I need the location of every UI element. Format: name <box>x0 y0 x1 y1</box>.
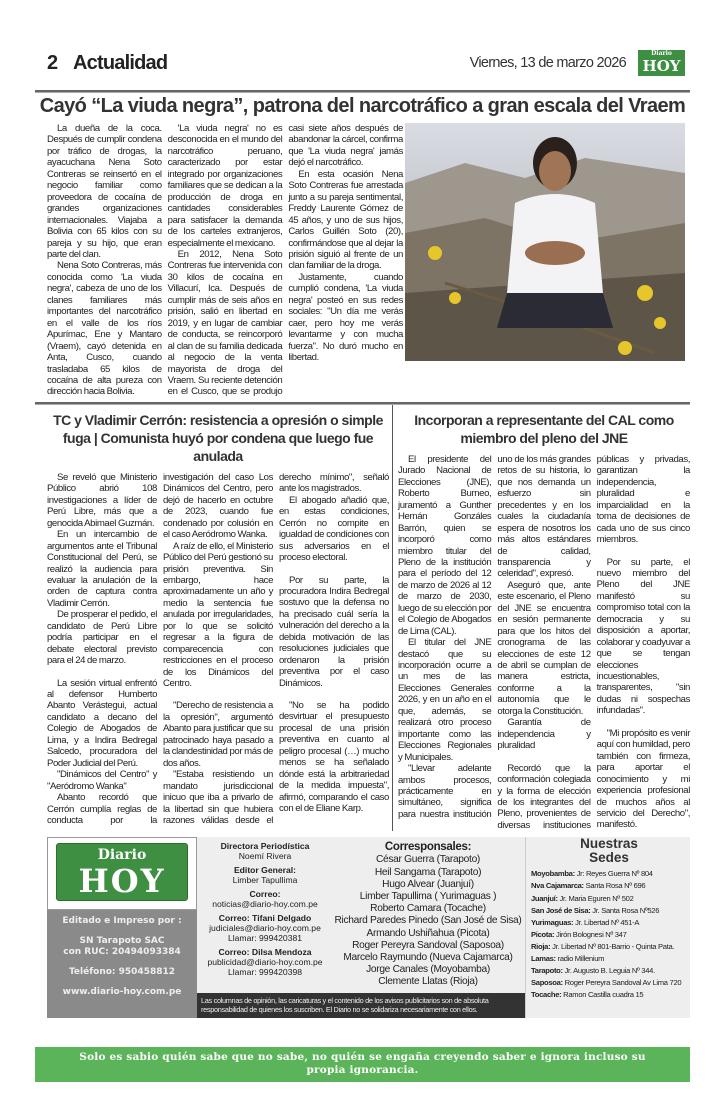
paragraph: Aseguró que, ante este escenario, el Pleno del JNE se encuentra en sesión permanente para que los hitos del cronograma de las elecciones de este 12 de abril se cumplan de manera estricta, conforme a la autonomía que le otorga la Constitución. <box>497 579 591 717</box>
paragraph: En un intercambio de argumentos ante el Tribunal Constitucional del Perú, se realizó la audiencia para evaluar la anulación de la orden de captura contra Vladimir Cerrón. <box>47 529 157 609</box>
logo-main: HOY <box>642 57 681 75</box>
sede-address: Jr: Reyes Guerra Nº 804 <box>574 869 653 879</box>
footer-brand <box>47 837 197 1017</box>
paragraph: Justamente, cuando cumplió condena, 'La viuda negra' posteó en sus redes sociales: "Un día me verás caer, pero hoy me verás levantarme y con mucha fuerza". No duró mucho en libertad. <box>288 271 403 364</box>
sede-city: Tocache: <box>531 990 562 1000</box>
sede-city: San José de Sisa: <box>531 905 591 915</box>
section-title: Actualidad <box>73 51 168 74</box>
sede-address: Jr. Augusto B. Leguia Nº 344. <box>562 966 655 976</box>
paragraph: "Llevar adelante ambos procesos, prácticamente en simultáneo, significa para nuestra institución uno de los más grandes retos de su historia, lo que nos demanda un esfuerzo sin precedentes y en los cuales la ciudadanía espera de nosotros los más altos estándares de calidad, transparencia y celeridad", expresó. <box>398 453 591 820</box>
staff-list <box>200 841 330 988</box>
correspondent: Armando Ushiñahua (Picota) <box>366 927 490 939</box>
staff-line: Llamar: 999420381 <box>227 933 303 944</box>
sede-item <box>531 953 687 965</box>
staff-line: judiciales@diario-hoy.com.pe <box>209 923 321 934</box>
correspondent: Limber Tapullima ( Yurimaguas ) <box>359 890 497 902</box>
sede-item <box>531 965 687 977</box>
publisher-info <box>47 910 197 1017</box>
sede-item <box>531 941 687 953</box>
page-header <box>35 49 690 77</box>
logo-top: Diario <box>97 847 147 864</box>
sede-address: Santa Rosa Nº 696 <box>583 881 646 891</box>
paragraph: "Derecho de resistencia a la opresión", argumentó Abanto para justificar que su patrocinado haya pasado a la clandestinidad por más de dos años. <box>163 700 273 769</box>
article3-body <box>398 454 690 832</box>
sedes-list <box>531 868 687 1001</box>
paragraph: El abogado añadió que, en estas condiciones, Cerrón no compite en igualdad de condiciones con sus adversarios en el proceso electoral. <box>279 494 389 564</box>
article2-headline: TC y Vladimir Cerrón: resistencia a opresión o simple fuga | Comunista huyó por condena que luego fue anulada <box>53 411 383 464</box>
correspondent: Heil Sangama (Tarapoto) <box>374 866 482 878</box>
sede-address: Jr. Santa Rosa Nº526 <box>590 905 660 915</box>
paragraph: Por su parte, la procuradora Indira Bedregal sostuvo que la defensa no ha precisado cuál sería la vulneración del derecho a la debida motivación de las resoluciones judiciales que ordenaron la prisión preventiva por el caso Dinámicos. <box>279 574 389 689</box>
footer-logo-box <box>47 837 197 910</box>
correspondent: César Guerra (Tarapoto) <box>375 854 481 866</box>
sede-address: Jr. Libertad Nº 801-Barrio - Quinta Pata. <box>550 941 675 951</box>
photo-woman-on-mountain <box>405 123 685 361</box>
paragraph: Nena Soto Contreras, más conocida como 'La viuda negra', cabeza de uno de los clanes familiares más importantes del narcotráfico en el valle de los ríos Apurímac, Ene y Mantaro (Vraem), cayó detenida en Anta, Cusco, cuando trasladaba 65 kilos de cocaína de alta pureza con dirección hacia Bolivia. <box>47 260 162 398</box>
staff-title: Directora Periodística <box>220 841 310 852</box>
publisher-web[interactable]: www.diario-hoy.com.pe <box>62 987 182 998</box>
sede-item <box>531 893 687 905</box>
correspondent: Roger Pereyra Sandoval (Saposoa) <box>352 939 504 951</box>
paragraph: El presidente del Jurado Nacional de Elecciones (JNE), Roberto Burneo, juramentó a Gunther Hernán Gonzáles Barrón, quien se incorporó como miembro titular del Pleno de la institución para el período del 12 de marzo de 2026 al 12 de marzo de 2030, luego de su elección por el Colegio de Abogados de Lima (CAL). <box>398 453 492 637</box>
staff-title: Correo: Dilsa Mendoza <box>218 947 312 958</box>
sede-item <box>531 989 687 1001</box>
article1-body <box>47 123 403 398</box>
paragraph: Abanto recordó que Cerrón cumplía reglas de conducta por la investigación del caso Los Dinámicos del Centro, pero dejó de hacerlo en octubre de 2023, cuando fue condenado por colusión en el caso Aeródromo Wanka. <box>47 471 273 827</box>
sedes-box <box>525 837 690 1017</box>
sedes-title <box>531 837 687 865</box>
sede-address: Roger Pereyra Sandoval Av Lima 720 <box>562 978 682 988</box>
logo-main: HOY <box>78 862 166 901</box>
paragraph: El titular del JNE destacó que su incorporación ocurre a un mes de las Elecciones Generales 2026, y en un año en el que, además, se realizará otro proceso importante como las Elecciones Regionales y Municipales. <box>398 637 492 763</box>
paragraph: "Mi propósito es venir aquí con humildad, pero también con firmeza, para aportar el conocimiento y mi experiencia profesional de muchos años al servicio del Derecho", manifestó. <box>596 727 690 831</box>
sede-city: Moyobamba: <box>531 869 575 879</box>
sede-city: Picota: <box>531 929 555 939</box>
article1-headline: Cayó “La viuda negra”, patrona del narcotráfico a gran escala del Vraem <box>39 95 686 117</box>
header-rule <box>35 90 690 93</box>
paragraph: "No se ha podido desvirtuar el presupuesto procesal de una prisión preventiva en cuanto al peligro procesal (…) mucho menos se ha señalado dónde está la arbitrariedad de la medida impuesta", afirmó, comparando el caso con el de Eliane Karp. <box>279 700 389 815</box>
correspondents-title: Corresponsales: <box>384 841 472 854</box>
footer-staff <box>197 837 525 1017</box>
correspondents <box>330 841 523 988</box>
sedes-title-line: Sedes <box>589 850 629 866</box>
publisher-label: Editado e Impreso por : <box>62 916 182 927</box>
staff-box <box>197 837 525 992</box>
disclaimer: Las columnas de opinión, las caricaturas y el contenido de los avisos publicitarios son de absoluta responsabilidad de quienes los suscriben. El Diario no se solidariza necesariamente con ellos. <box>197 993 525 1018</box>
paragraph: "Estaba resistiendo un mandato jurisdiccional inicuo que iba a privarlo de la libertad sin que hubiera razones válidas desde el derecho mínimo", señaló ante los magistrados. <box>163 471 389 827</box>
lower-articles <box>35 405 690 832</box>
sede-city: Nva Cajamarca: <box>531 881 584 891</box>
sede-city: Lamas: <box>531 954 556 964</box>
publisher-company: SN Tarapoto SAC <box>79 936 165 947</box>
staff-line: publicidad@diario-hoy.com.pe <box>207 957 323 968</box>
correspondent: Marcelo Raymundo (Nueva Cajamarca) <box>343 952 513 963</box>
paragraph: Garantía de independencia y pluralidad <box>497 717 591 752</box>
sede-address: Jr. Libertad Nº 451-A <box>573 917 640 927</box>
page-number: 2 <box>47 51 58 74</box>
staff-line: Llamar: 999420398 <box>227 967 303 978</box>
staff-entry <box>200 913 330 943</box>
paragraph: La dueña de la coca. Después de cumplir condena por tráfico de drogas, la ayacuchana Nena Soto Contreras se reinsertó en el negocio familiar como proveedora de cocaína de grandes organizaciones internacionales. Viajaba a Bolivia con 65 kilos con su pareja y su hijo, que eran parte del clan. <box>47 123 162 260</box>
staff-line: Limber Tapullima <box>232 875 298 886</box>
sede-address: Jirón Bolognesi Nº 347 <box>554 929 627 939</box>
sede-city: Rioja: <box>531 941 551 951</box>
staff-line: noticias@diario-hoy.com.pe <box>212 899 318 910</box>
staff-entry <box>200 947 330 977</box>
paragraph: Por su parte, el nuevo miembro del Pleno del JNE manifestó su compromiso total con la democracia y su disposición a aportar, colaborar y coadyuvar a que se tengan elecciones incuestionables, transparentes, "sin dudas ni sospechas infundadas". <box>596 556 690 717</box>
sede-address: Jr. Maria Eguren Nº 502 <box>557 893 634 903</box>
correspondents-list <box>333 854 523 988</box>
correspondent: Roberto Camara (Tocache) <box>370 903 486 915</box>
paragraph: En esta ocasión Nena Soto Contreras fue arrestada junto a su pareja sentimental, Freddy Laurente Gómez de 45 años, y uno de sus hijos, Carlos Guillén Soto (20), confirmándose que al dejar la prisión siguió al frente de un clan familiar de la droga. <box>288 168 403 272</box>
sede-item <box>531 917 687 929</box>
sede-item <box>531 868 687 880</box>
staff-entry <box>200 889 330 909</box>
article3-headline: Incorporan a representante del CAL como miembro del pleno del JNE <box>414 411 674 446</box>
article1-photo <box>405 123 685 361</box>
paragraph: "Dinámicos del Centro" y "Aeródromo Wanka" <box>47 769 157 792</box>
sede-item <box>531 977 687 989</box>
paragraph: Se reveló que Ministerio Público abrió 108 investigaciones a líder de Perú Libre, más que a genocida Abimael Guzmán. <box>47 471 157 529</box>
article3 <box>393 405 690 832</box>
staff-entry <box>200 841 330 861</box>
paragraph: 'La viuda negra' no es desconocida en el mundo del narcotráfico peruano, caracterizado por estar integrado por organizaciones familiares que se dedican a la producción de droga en cantidades considerables para satisfacer la demanda de los carteles extranjeros, especialmente el mexicano. <box>167 123 283 249</box>
masthead-footer <box>35 837 690 1017</box>
sede-item <box>531 880 687 892</box>
paragraph: Recordó que la conformación colegiada y la forma de elección de los integrantes del Pleno, provenientes de diversas instituciones públicas y privadas, garantizan la independencia, pluralidad e imparcialidad en la toma de decisiones de cada uno de sus cinco miembros. <box>497 453 690 831</box>
paragraph: A raíz de ello, el Ministerio Público del Perú gestionó su prisión preventiva. Sin embargo, hace aproximadamente un año y medio la sentencia fue anulada por irregularidades, por lo que se solicitó regresar a la figura de comparecencia con restricciones en el proceso de los Dinámicos del Centro. <box>163 540 273 690</box>
staff-title: Editor General: <box>233 865 297 876</box>
sede-city: Saposoa: <box>531 978 563 988</box>
quote-banner: Solo es sabio quién sabe que no sabe, no quién se engaña creyendo saber e ignora incluso su propia ignorancia. <box>35 1047 690 1082</box>
sede-item <box>531 929 687 941</box>
sede-address: Ramon Castilla cuadra 15 <box>561 990 644 1000</box>
sede-city: Yurimaguas: <box>531 917 574 927</box>
article2-body <box>47 472 389 827</box>
header-logo <box>638 50 685 76</box>
publisher-phone: Teléfono: 950458812 <box>68 967 176 978</box>
staff-line: Noemí Rivera <box>238 851 292 862</box>
sedes-title-line: Nuestras <box>580 836 638 852</box>
paragraph: La sesión virtual enfrentó al defensor Humberto Abanto Verástegui, actual candidato a decano del Colegio de Abogados de Lima, y a Indira Bedregal Salcedo, procuradora del Poder Judicial del Perú. <box>47 677 157 769</box>
sede-address: radio Millenium <box>555 954 605 964</box>
logo-top: Diario <box>651 50 672 57</box>
article2 <box>35 405 393 832</box>
article1 <box>35 123 690 398</box>
correspondent: Jorge Canales (Moyobamba) <box>366 964 490 976</box>
correspondent: Clemente Llatas (Rioja) <box>378 976 478 988</box>
issue-date: Viernes, 13 de marzo 2026 <box>469 55 626 71</box>
correspondent: Hugo Alvear (Juanjuí) <box>382 878 474 890</box>
paragraph: De prosperar el pedido, el candidato de Perú Libre podría participar en el debate electoral previsto para el 24 de marzo. <box>47 609 157 667</box>
sede-city: Juanjuí: <box>531 893 558 903</box>
paragraph: En 2012, Nena Soto Contreras fue intervenida con 30 kilos de cocaína en Villacurí, Ica. Después de cumplir más de seis años en prisión, salió en libertad en 2019, y en lugar de cambiar de conducta, se reincorporó al clan de su familia dedicada al negocio de la venta mayorista de droga del Vraem. Su reciente detención en el Cusco, que se produjo casi siete años después de abandonar la cárcel, confirma que 'La viuda negra' jamás dejó el narcotráfico. <box>167 123 403 398</box>
staff-entry <box>200 865 330 885</box>
publisher-ruc: con RUC: 20494093384 <box>63 947 181 958</box>
sede-city: Tarapoto: <box>531 966 563 976</box>
footer-logo <box>56 843 188 901</box>
staff-title: Correo: Tifani Delgado <box>218 913 312 924</box>
staff-title: Correo: <box>249 889 281 900</box>
sede-item <box>531 905 687 917</box>
correspondent: Richard Paredes Pinedo (San José de Sisa) <box>334 915 522 927</box>
